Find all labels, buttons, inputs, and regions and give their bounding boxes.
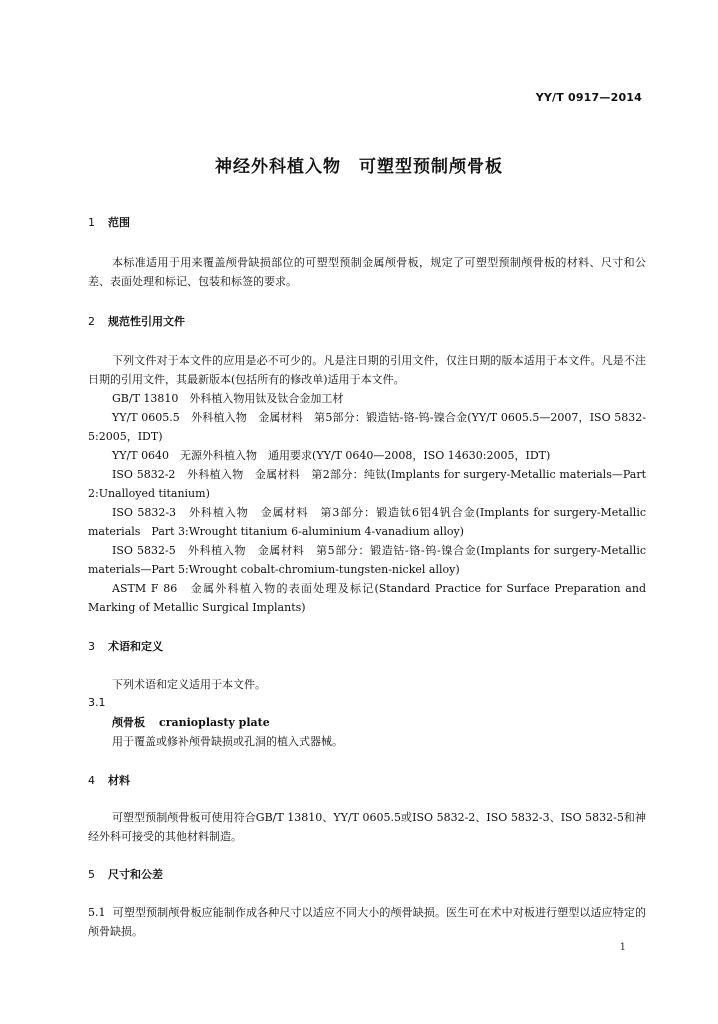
section-1-text: 本标准适用于用来覆盖颅骨缺损部位的可塑型预制金属颅骨板，规定了可塑型预制颅骨板的材料、尺寸和公差、表面处理和标记、包装和标签的要求。	[88, 256, 646, 288]
section-3-heading	[88, 638, 163, 654]
term-entry	[112, 714, 270, 730]
term-chinese: 颅骨板	[112, 716, 145, 729]
section-number: 4	[88, 774, 95, 787]
reference-item: ASTM F 86 金属外科植入物的表面处理及标记(Standard Practice for Surface Preparation and Marking of Metallic Surgical Implants)	[88, 582, 646, 614]
section-title: 尺寸和公差	[108, 868, 163, 881]
reference-item: GB/T 13810 外科植入物用钛及钛合金加工材	[112, 392, 344, 405]
section-4-text: 可塑型预制颅骨板可使用符合GB/T 13810、YY/T 0605.5或ISO 5832-2、ISO 5832-3、ISO 5832-5和神经外科可接受的其他材料制造。	[88, 811, 646, 843]
clause-number: 5.1	[88, 906, 106, 919]
section-number: 5	[88, 868, 95, 881]
section-4-heading	[88, 772, 130, 788]
term-english: cranioplasty plate	[159, 716, 270, 729]
clause-text: 可塑型预制颅骨板应能制作成各种尺寸以适应不同大小的颅骨缺损。医生可在术中对板进行塑型以适应特定的颅骨缺损。	[88, 906, 646, 938]
section-title: 术语和定义	[108, 640, 163, 653]
standard-code: YY/T 0917—2014	[535, 91, 642, 104]
section-5-heading	[88, 866, 163, 882]
reference-item: ISO 5832-2 外科植入物 金属材料 第2部分：纯钛(Implants for surgery-Metallic materials—Part 2:Unalloyed titanium)	[88, 468, 646, 500]
section-title: 范围	[108, 216, 130, 229]
section-2-intro: 下列文件对于本文件的应用是必不可少的。凡是注日期的引用文件，仅注日期的版本适用于本文件。凡是不注日期的引用文件，其最新版本(包括所有的修改单)适用于本文件。	[88, 354, 646, 386]
term-number: 3.1	[88, 696, 106, 709]
section-2-heading	[88, 313, 185, 329]
section-3-intro: 下列术语和定义适用于本文件。	[112, 678, 266, 691]
term-definition: 用于覆盖或修补颅骨缺损或孔洞的植入式器械。	[112, 735, 343, 748]
document-title: 神经外科植入物 可塑型预制颅骨板	[215, 157, 503, 177]
section-number: 1	[88, 216, 95, 229]
section-number: 3	[88, 640, 95, 653]
clause-5-1	[88, 903, 646, 941]
section-title: 材料	[108, 774, 130, 787]
section-number: 2	[88, 315, 95, 328]
reference-item: YY/T 0640 无源外科植入物 通用要求(YY/T 0640—2008，ISO 14630:2005，IDT)	[112, 449, 551, 462]
reference-item: YY/T 0605.5 外科植入物 金属材料 第5部分：锻造钴-铬-钨-镍合金(YY/T 0605.5—2007，ISO 5832-5:2005，IDT)	[88, 411, 646, 443]
reference-item: ISO 5832-3 外科植入物 金属材料 第3部分：锻造钛6铝4钒合金(Implants for surgery-Metallic materials Part 3:Wrought titanium 6-aluminium 4-vanadium alloy)	[88, 506, 646, 538]
reference-item: ISO 5832-5 外科植入物 金属材料 第5部分：锻造钴-铬-钨-镍合金(Implants for surgery-Metallic materials—Part 5:Wrought cobalt-chromium-tungsten-nickel alloy)	[88, 544, 646, 576]
section-1-heading	[88, 214, 130, 230]
section-title: 规范性引用文件	[108, 315, 185, 328]
page-number: 1	[619, 942, 626, 953]
